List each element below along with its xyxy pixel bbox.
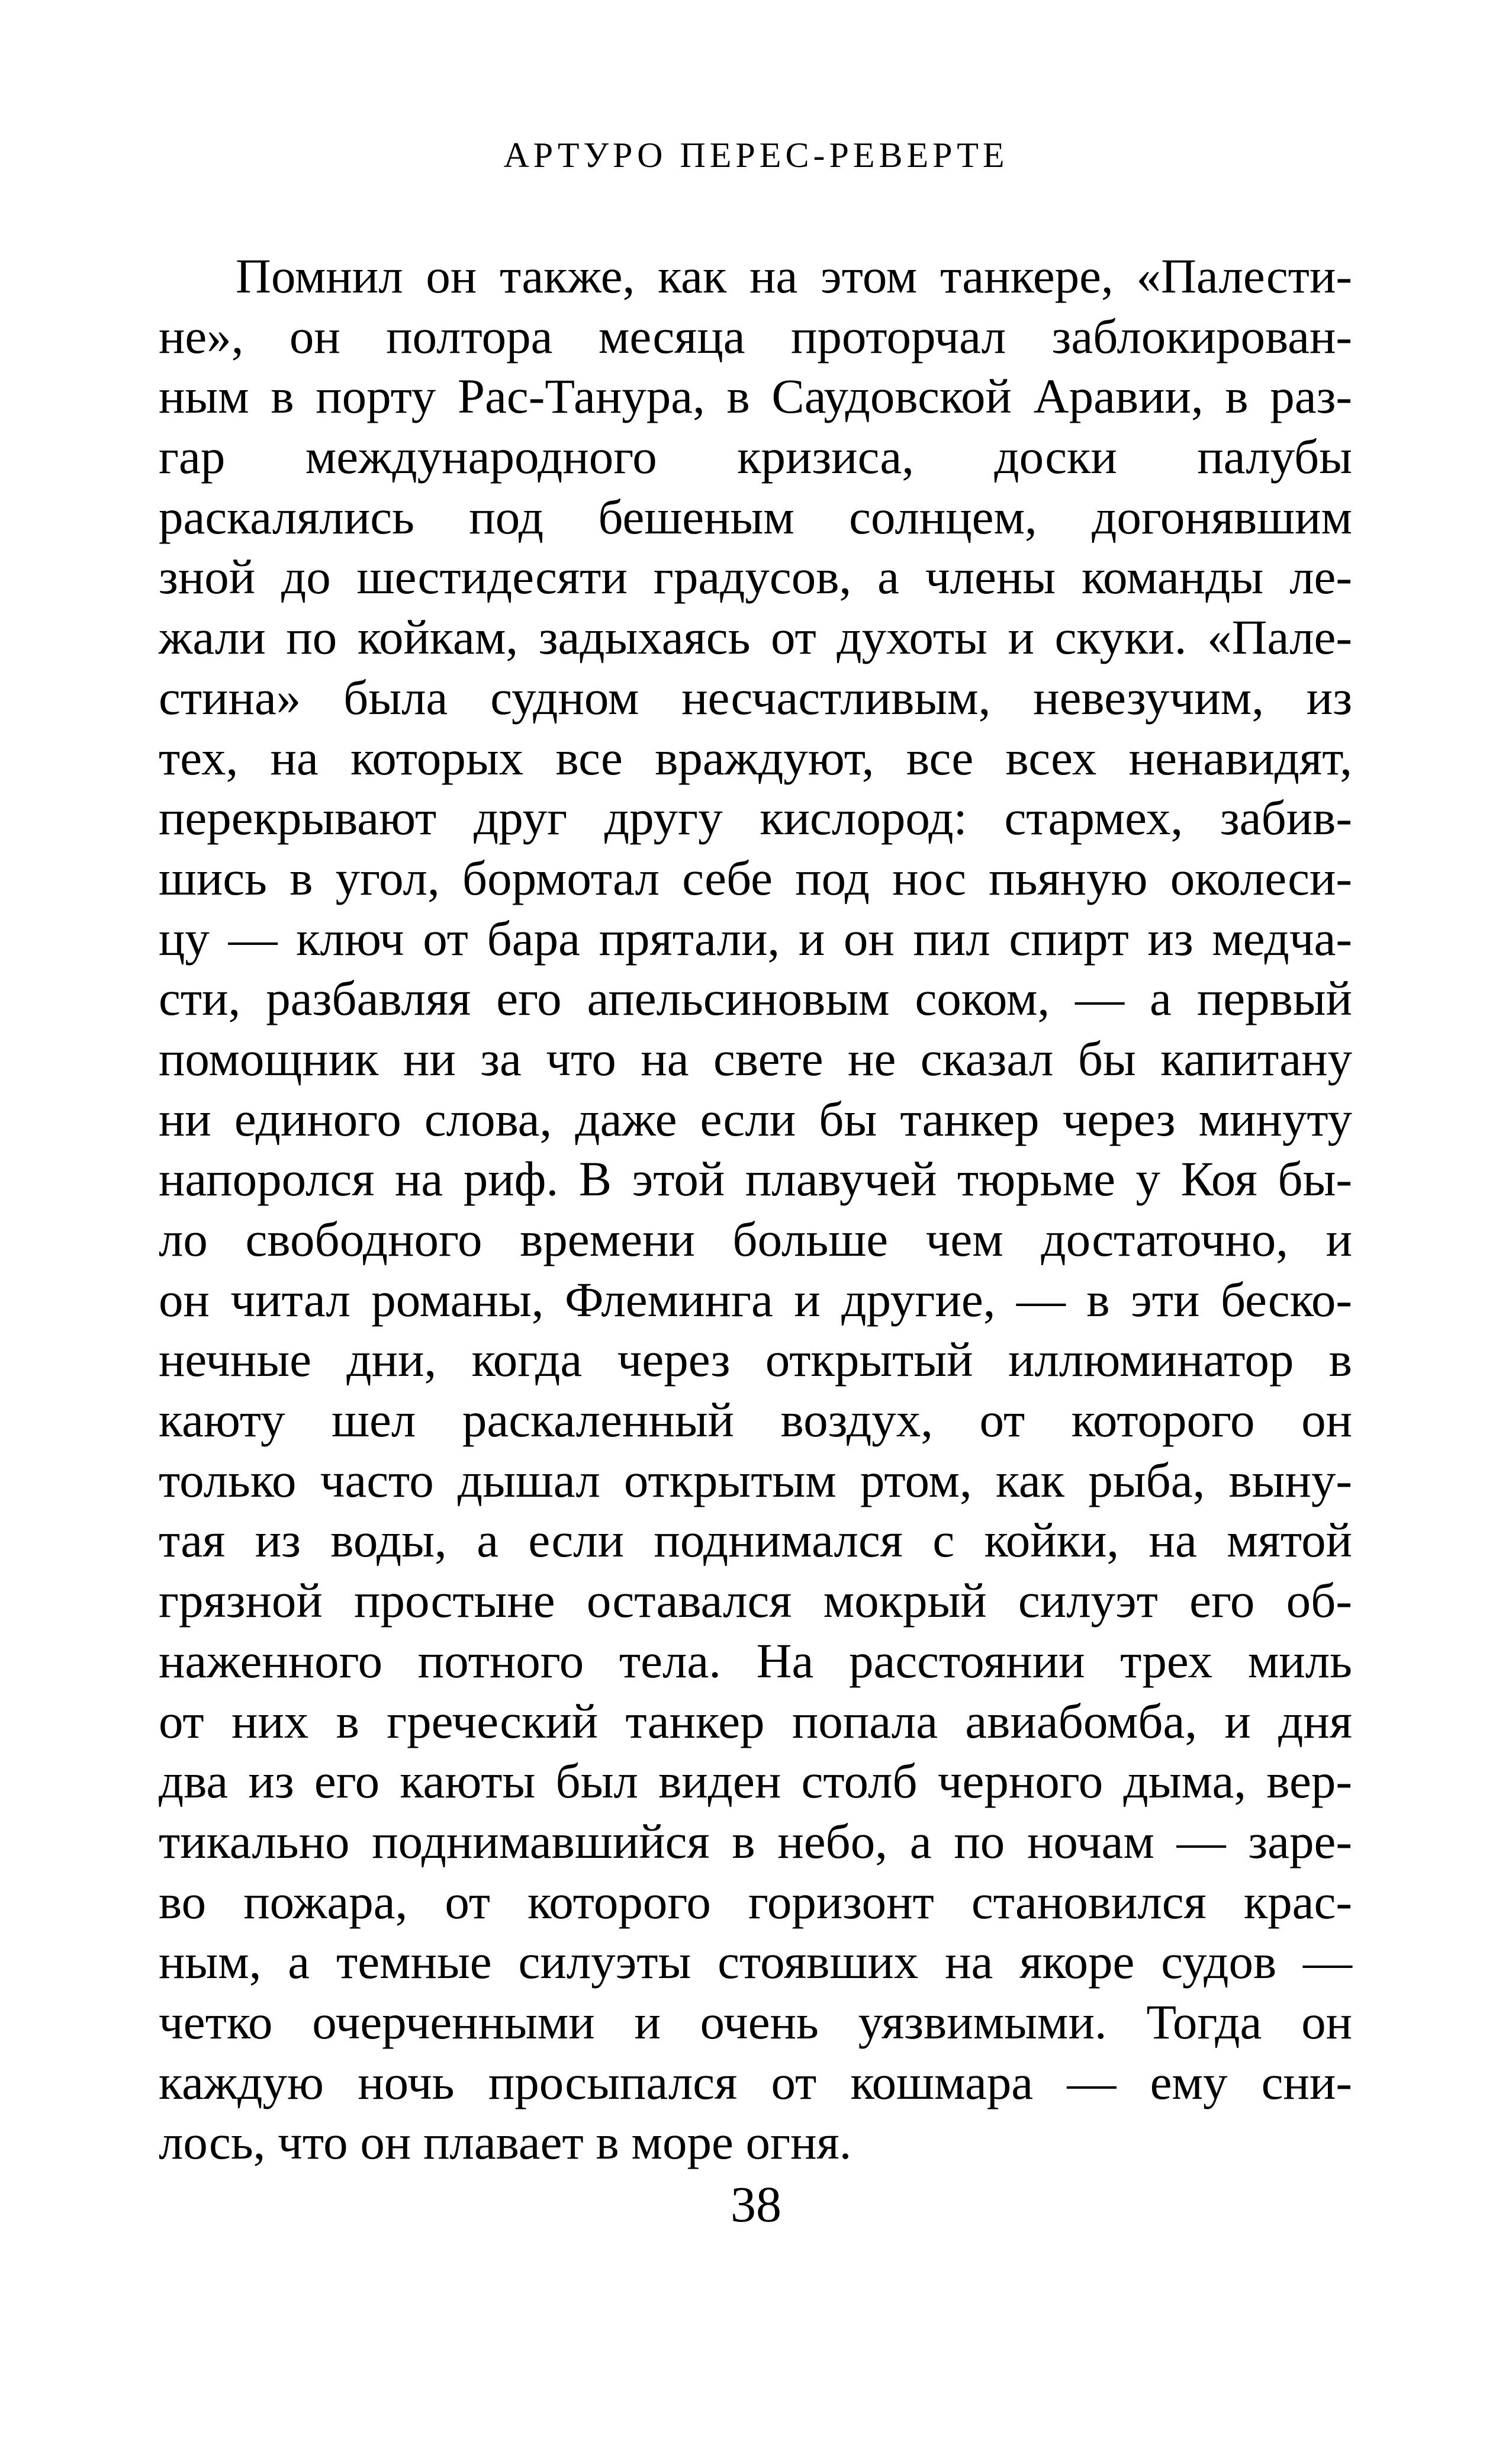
- text-line: во пожара, от которого горизонт становился крас-: [159, 1874, 1352, 1929]
- text-line: лось, что он плавает в море огня.: [159, 2115, 852, 2170]
- text-line: наженного потного тела. На расстоянии трех миль: [159, 1633, 1352, 1688]
- text-line: ло свободного времени больше чем достаточно, и: [159, 1212, 1352, 1266]
- text-line: напоролся на риф. В этой плавучей тюрьме у Коя бы-: [159, 1152, 1352, 1207]
- text-line: помощник ни за что на свете не сказал бы капитану: [159, 1031, 1352, 1086]
- text-line: каюту шел раскаленный воздух, от которого он: [159, 1392, 1352, 1448]
- text-line: тая из воды, а если поднимался с койки, на мятой: [159, 1513, 1352, 1568]
- text-line: каждую ночь просыпался от кошмара — ему сни-: [159, 2054, 1352, 2109]
- text-line: только часто дышал открытым ртом, как рыба, выну-: [159, 1452, 1352, 1507]
- running-head: АРТУРО ПЕРЕС-РЕВЕРТЕ: [503, 136, 1009, 175]
- text-line: тех, на которых все враждуют, все всех ненавидят,: [159, 730, 1352, 785]
- text-line: гар международного кризиса, доски палубы: [159, 429, 1352, 484]
- text-line: не», он полтора месяца проторчал заблокирован-: [159, 308, 1352, 364]
- text-line: два из его каюты был виден столб черного дыма, вер-: [159, 1754, 1352, 1809]
- text-line: грязной простыне оставался мокрый силуэт его об-: [159, 1573, 1352, 1628]
- text-line: перекрывают друг другу кислород: стармех, забив-: [159, 790, 1352, 845]
- text-line: ни единого слова, даже если бы танкер через минуту: [159, 1091, 1352, 1146]
- text-line: от них в греческий танкер попала авиабомба, и дня: [159, 1693, 1352, 1748]
- text-line: четко очерченными и очень уязвимыми. Тогда он: [159, 1994, 1352, 2049]
- text-line: цу — ключ от бара прятали, и он пил спирт из медча-: [159, 911, 1352, 966]
- text-line: стина» была судном несчастливым, невезучим, из: [159, 670, 1352, 725]
- text-line: ным, а темные силуэты стоявших на якоре судов —: [159, 1934, 1352, 1989]
- text-line: раскалялись под бешеным солнцем, догонявшим: [159, 489, 1352, 544]
- text-line: шись в угол, бормотал себе под нос пьяную околеси-: [159, 850, 1352, 905]
- text-line: он читал романы, Флеминга и другие, — в эти беско-: [159, 1272, 1352, 1327]
- text-line: ным в порту Рас-Танура, в Саудовской Аравии, в раз-: [159, 369, 1352, 424]
- text-line: зной до шестидесяти градусов, а члены команды ле-: [159, 549, 1352, 604]
- text-line: нечные дни, когда через открытый иллюминатор в: [159, 1332, 1352, 1387]
- text-line: жали по койкам, задыхаясь от духоты и скуки. «Пале-: [159, 610, 1352, 665]
- body-text: [159, 246, 1352, 2173]
- text-line: сти, разбавляя его апельсиновым соком, — а первый: [159, 971, 1352, 1026]
- text-line: Помнил он также, как на этом танкере, «Палести-: [236, 249, 1352, 303]
- text-line: тикально поднимавшийся в небо, а по ночам — заре-: [159, 1813, 1352, 1868]
- page-number: 38: [731, 2176, 781, 2233]
